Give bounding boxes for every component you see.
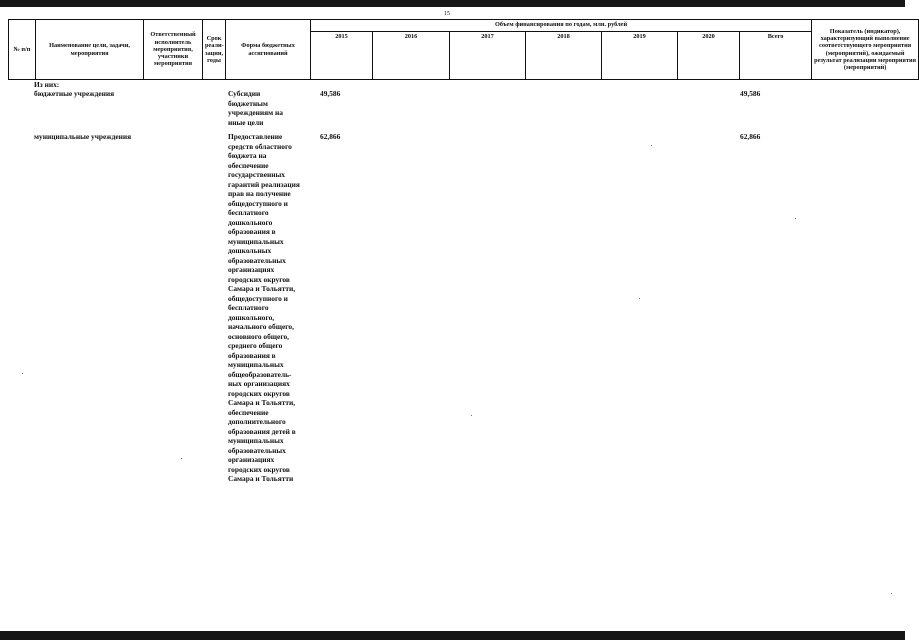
scan-top-edge [0, 0, 905, 7]
form-line: общеобразователь- [228, 369, 292, 379]
form-line: муниципальных [228, 436, 284, 445]
form-line: бесплатного [228, 303, 269, 312]
row-budget-institutions-form [228, 89, 312, 127]
form-line: общедоступного и [228, 293, 288, 303]
form-line: основного общего, [228, 331, 290, 341]
form-line: образования в [228, 350, 276, 360]
header-indicator: Показатель (индикатор), характеризующий выполнение соответствующего мероприятия (мероприятий), ожидаемый результат реализации мероприятия (мероприятий) [812, 20, 919, 80]
form-line: образовательных [228, 445, 286, 455]
header-total: Всего [740, 32, 812, 80]
header-year-2017: 2017 [450, 32, 526, 80]
header-name: Наименование цели, задачи, мероприятия [36, 20, 144, 80]
scan-speck [22, 373, 23, 374]
scan-speck [181, 458, 182, 459]
row-budget-institutions-2015: 49,586 [320, 89, 341, 98]
form-line: дошкольного [228, 217, 273, 227]
form-line: Предоставление [228, 132, 283, 141]
header-year-2016: 2016 [373, 32, 450, 80]
form-line: начального общего, [228, 322, 294, 331]
row-municipal-institutions-name: муниципальные учреждения [34, 132, 132, 141]
form-line: Самара и Тольятти, [228, 398, 296, 407]
form-line: государственных [228, 170, 285, 179]
form-line: образования детей в [228, 426, 296, 436]
form-line: муниципальных [228, 236, 284, 246]
form-line: среднего общего [228, 341, 283, 350]
header-term: Срок реали-зации, годы [203, 20, 226, 80]
form-line: бесплатного [228, 208, 269, 217]
header-num: № п/п [9, 20, 36, 80]
subheading: Из них: [34, 80, 60, 89]
form-line: обеспечение [228, 160, 269, 170]
form-line: Самара и Тольятти, [228, 284, 296, 293]
form-line: дошкольных [228, 246, 272, 255]
row-municipal-institutions-total: 62,866 [740, 132, 761, 141]
form-line: Самара и Тольятти [228, 474, 294, 483]
form-line: бюджетным [228, 98, 268, 108]
scan-speck [471, 415, 472, 416]
row-budget-institutions-name: бюджетные учреждения [34, 89, 115, 98]
row-municipal-institutions-2015: 62,866 [320, 132, 341, 141]
form-line: прав на получение [228, 189, 291, 198]
form-line: иные цели [228, 117, 264, 127]
form-line: городских округов [228, 464, 290, 474]
form-line: бюджета на [228, 151, 267, 160]
form-line: дополнительного [228, 417, 286, 426]
form-line: образовательных [228, 255, 286, 265]
table-header [8, 19, 919, 80]
scan-speck [795, 218, 796, 219]
scan-speck [891, 593, 892, 594]
scan-speck [639, 298, 640, 299]
header-year-2020: 2020 [678, 32, 740, 80]
form-line: городских округов [228, 388, 290, 398]
row-budget-institutions-total: 49,586 [740, 89, 761, 98]
scan-speck [651, 145, 652, 146]
form-line: общедоступного и [228, 198, 288, 208]
form-line: обеспечение [228, 407, 269, 417]
form-line: организациях [228, 455, 275, 464]
header-year-2018: 2018 [526, 32, 602, 80]
form-line: средств областного [228, 141, 292, 151]
row-municipal-institutions-form [228, 132, 312, 484]
form-line: муниципальных [228, 360, 284, 369]
page-number: 15 [444, 11, 450, 17]
header-responsible: Ответственный исполнитель мероприятия, участники мероприятия [144, 20, 203, 80]
form-line: учреждениям на [228, 108, 283, 117]
header-form: Форма бюджетных ассигнований [226, 20, 311, 80]
form-line: образования в [228, 227, 276, 236]
header-funding: Объем финансирования по годам, млн. рублей [311, 20, 812, 32]
form-line: ных организациях [228, 379, 290, 388]
form-line: гарантий реализация [228, 179, 300, 189]
header-year-2019: 2019 [602, 32, 678, 80]
scan-bottom-edge [0, 631, 905, 640]
form-line: Субсидии [228, 89, 261, 98]
form-line: дошкольного, [228, 312, 275, 322]
form-line: организациях [228, 265, 275, 274]
form-line: городских округов [228, 274, 290, 284]
header-year-2015: 2015 [311, 32, 373, 80]
